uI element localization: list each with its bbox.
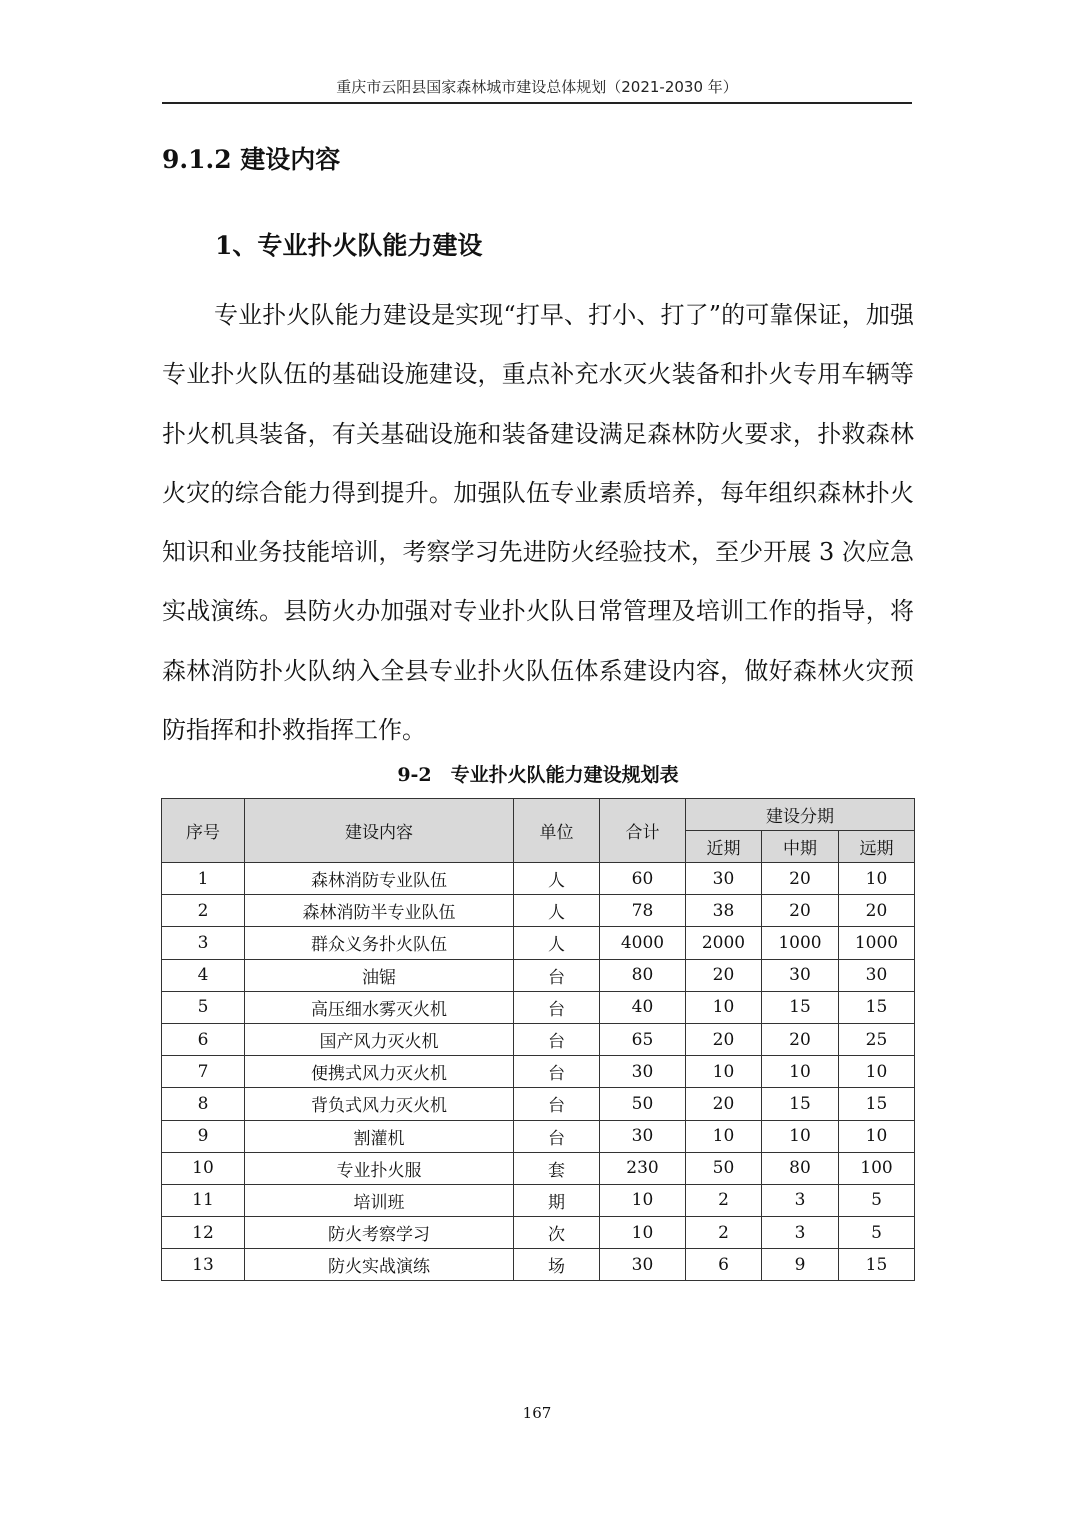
cell-content: 森林消防半专业队伍 [245, 895, 514, 927]
table-row [162, 959, 915, 991]
cell-content: 背负式风力灭火机 [245, 1088, 514, 1120]
cell-near: 2 [686, 1217, 762, 1249]
cell-content: 群众义务扑火队伍 [245, 927, 514, 959]
cell-near: 20 [686, 959, 762, 991]
cell-far: 15 [839, 991, 915, 1023]
cell-far: 30 [839, 959, 915, 991]
cell-index: 6 [162, 1023, 245, 1055]
cell-unit: 台 [514, 1088, 600, 1120]
header-row [162, 799, 915, 831]
cell-near: 10 [686, 991, 762, 1023]
cell-mid: 3 [762, 1184, 839, 1216]
cell-total: 4000 [600, 927, 686, 959]
cell-mid: 10 [762, 1056, 839, 1088]
table-row [162, 1023, 915, 1055]
cell-total: 78 [600, 895, 686, 927]
cell-unit: 台 [514, 959, 600, 991]
cell-near: 50 [686, 1152, 762, 1184]
table-row [162, 927, 915, 959]
cell-mid: 10 [762, 1120, 839, 1152]
cell-near: 10 [686, 1056, 762, 1088]
cell-mid: 20 [762, 863, 839, 895]
cell-unit: 台 [514, 1120, 600, 1152]
cell-mid: 15 [762, 1088, 839, 1120]
cell-index: 1 [162, 863, 245, 895]
header-content: 建设内容 [245, 799, 514, 863]
cell-unit: 场 [514, 1249, 600, 1281]
table-row [162, 991, 915, 1023]
cell-unit: 台 [514, 991, 600, 1023]
cell-far: 15 [839, 1249, 915, 1281]
cell-mid: 20 [762, 1023, 839, 1055]
cell-index: 12 [162, 1217, 245, 1249]
cell-index: 3 [162, 927, 245, 959]
cell-content: 高压细水雾灭火机 [245, 991, 514, 1023]
header-unit: 单位 [514, 799, 600, 863]
cell-far: 10 [839, 1056, 915, 1088]
cell-content: 便携式风力灭火机 [245, 1056, 514, 1088]
cell-index: 2 [162, 895, 245, 927]
cell-content: 专业扑火服 [245, 1152, 514, 1184]
cell-index: 5 [162, 991, 245, 1023]
cell-index: 11 [162, 1184, 245, 1216]
cell-index: 4 [162, 959, 245, 991]
cell-mid: 30 [762, 959, 839, 991]
header-phase-group: 建设分期 [686, 799, 915, 831]
cell-mid: 20 [762, 895, 839, 927]
cell-mid: 9 [762, 1249, 839, 1281]
cell-total: 40 [600, 991, 686, 1023]
table-row [162, 1249, 915, 1281]
cell-near: 6 [686, 1249, 762, 1281]
cell-far: 20 [839, 895, 915, 927]
cell-total: 50 [600, 1088, 686, 1120]
cell-total: 65 [600, 1023, 686, 1055]
body-paragraph: 专业扑火队能力建设是实现“打早、打小、打了”的可靠保证，加强专业扑火队伍的基础设施建设，重点补充水灭火装备和扑火专用车辆等扑火机具装备，有关基础设施和装备建设满足森林防火要求，扑救森林火灾的综合能力得到提升。加强队伍专业素质培养，每年组织森林扑火知识和业务技能培训，考察学习先进防火经验技术，至少开展 3 次应急实战演练。县防火办加强对专业扑火队日常管理及培训工作的指导，将森林消防扑火队纳入全县专业扑火队伍体系建设内容，做好森林火灾预防指挥和扑救指挥工作。 [162, 301, 914, 745]
cell-content: 油锯 [245, 959, 514, 991]
cell-content: 防火实战演练 [245, 1249, 514, 1281]
header-title: 重庆市云阳县国家森林城市建设总体规划（2021-2030 年） [336, 78, 738, 96]
cell-near: 20 [686, 1088, 762, 1120]
cell-total: 230 [600, 1152, 686, 1184]
cell-unit: 人 [514, 863, 600, 895]
cell-far: 15 [839, 1088, 915, 1120]
cell-unit: 期 [514, 1184, 600, 1216]
cell-total: 30 [600, 1056, 686, 1088]
section-heading: 9.1.2 建设内容 [162, 145, 341, 174]
table-header [162, 799, 915, 863]
cell-index: 10 [162, 1152, 245, 1184]
page-header [162, 76, 912, 104]
table-row [162, 1217, 915, 1249]
table-row [162, 1152, 915, 1184]
cell-unit: 套 [514, 1152, 600, 1184]
cell-content: 防火考察学习 [245, 1217, 514, 1249]
cell-mid: 1000 [762, 927, 839, 959]
cell-unit: 次 [514, 1217, 600, 1249]
cell-far: 10 [839, 1120, 915, 1152]
cell-near: 38 [686, 895, 762, 927]
sub-heading: 1、专业扑火队能力建设 [215, 231, 483, 260]
cell-index: 7 [162, 1056, 245, 1088]
cell-content: 割灌机 [245, 1120, 514, 1152]
cell-content: 森林消防专业队伍 [245, 863, 514, 895]
cell-total: 60 [600, 863, 686, 895]
cell-far: 5 [839, 1184, 915, 1216]
cell-far: 1000 [839, 927, 915, 959]
cell-mid: 15 [762, 991, 839, 1023]
cell-index: 9 [162, 1120, 245, 1152]
table-caption: 9-2 专业扑火队能力建设规划表 [397, 764, 679, 786]
table-row [162, 863, 915, 895]
header-far: 远期 [839, 831, 915, 863]
header-total: 合计 [600, 799, 686, 863]
cell-far: 10 [839, 863, 915, 895]
cell-total: 10 [600, 1184, 686, 1216]
table-row [162, 1088, 915, 1120]
table-row [162, 1120, 915, 1152]
cell-total: 30 [600, 1249, 686, 1281]
cell-content: 国产风力灭火机 [245, 1023, 514, 1055]
table-row [162, 1184, 915, 1216]
cell-total: 30 [600, 1120, 686, 1152]
cell-unit: 台 [514, 1056, 600, 1088]
header-index: 序号 [162, 799, 245, 863]
cell-unit: 台 [514, 1023, 600, 1055]
cell-index: 13 [162, 1249, 245, 1281]
cell-unit: 人 [514, 895, 600, 927]
table-row [162, 1056, 915, 1088]
cell-near: 30 [686, 863, 762, 895]
page-number: 167 [522, 1404, 552, 1422]
cell-total: 80 [600, 959, 686, 991]
cell-far: 5 [839, 1217, 915, 1249]
cell-far: 100 [839, 1152, 915, 1184]
cell-content: 培训班 [245, 1184, 514, 1216]
cell-total: 10 [600, 1217, 686, 1249]
cell-index: 8 [162, 1088, 245, 1120]
cell-near: 2000 [686, 927, 762, 959]
table-row [162, 895, 915, 927]
header-mid: 中期 [762, 831, 839, 863]
cell-mid: 3 [762, 1217, 839, 1249]
cell-near: 10 [686, 1120, 762, 1152]
plan-table [161, 798, 915, 1281]
cell-far: 25 [839, 1023, 915, 1055]
cell-near: 20 [686, 1023, 762, 1055]
header-near: 近期 [686, 831, 762, 863]
cell-near: 2 [686, 1184, 762, 1216]
cell-mid: 80 [762, 1152, 839, 1184]
cell-unit: 人 [514, 927, 600, 959]
table-body [162, 863, 915, 1281]
